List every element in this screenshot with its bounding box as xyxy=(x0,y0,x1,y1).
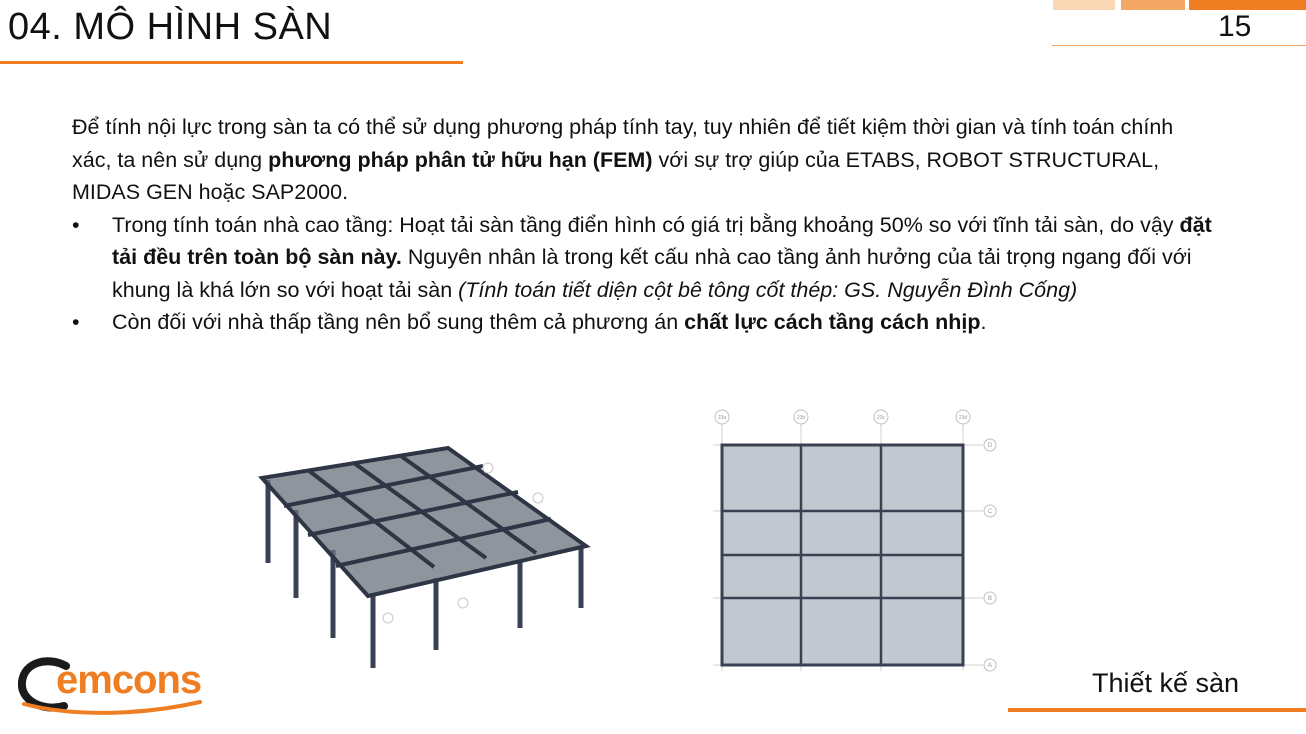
logo-text: emcons xyxy=(56,658,202,702)
intro-bold: phương pháp phân tử hữu hạn (FEM) xyxy=(268,147,653,172)
slide-title: 04. MÔ HÌNH SÀN xyxy=(8,6,333,48)
plan-row-bubbles xyxy=(984,439,996,671)
slab-plan-figure xyxy=(693,405,1006,675)
intro-paragraph xyxy=(72,111,1212,209)
bullet-marker: • xyxy=(72,310,80,334)
bullet-marker: • xyxy=(72,212,80,237)
plan-row-label: C xyxy=(987,509,993,515)
bullet1-italic: (Tính toán tiết diện cột bê tông cốt thép: GS. Nguyễn Đình Cống) xyxy=(458,277,1078,302)
intro-text-2: với sự trợ giúp của ETABS, ROBOT STRUCTURAL, MIDAS GEN hoặc SAP2000. xyxy=(72,147,1160,204)
bullet-text-1 xyxy=(112,209,1212,307)
bullet2-bold: chất lực cách tầng cách nhịp xyxy=(684,310,981,334)
page-number-line xyxy=(1052,45,1306,46)
slab-3d-model-figure xyxy=(248,428,608,678)
header-accent-bar-1 xyxy=(1053,0,1115,10)
bullet1-bold: đặt tải đều trên toàn bộ sàn này. xyxy=(112,212,1212,269)
footer-section-title: Thiết kế sàn xyxy=(1092,668,1240,698)
plan-row-label: A xyxy=(987,663,993,669)
title-underline xyxy=(0,61,463,64)
header-accent-bar-2 xyxy=(1121,0,1185,10)
intro-text-1: Để tính nội lực trong sàn ta có thể sử dụng phương pháp tính tay, tuy nhiên để tiết kiệm thời gian và tính toán chính xác, ta nên sử dụng xyxy=(72,115,1174,172)
plan-row-label: B xyxy=(987,596,993,602)
bullet2-text-2: . xyxy=(980,310,987,334)
plan-column-labels xyxy=(718,415,968,421)
plan-col-label: 23c xyxy=(876,415,886,421)
plan-col-label: 23a xyxy=(717,415,727,421)
plan-column-bubbles xyxy=(715,410,970,424)
plan-col-label: 23b xyxy=(796,415,806,421)
page-number: 15 xyxy=(1218,10,1252,43)
bullet-item-2 xyxy=(72,306,1212,339)
plan-col-label: 23d xyxy=(958,415,968,421)
cemcons-logo xyxy=(18,656,208,716)
bullet-text-2 xyxy=(112,306,1212,339)
plan-row-label: D xyxy=(987,443,993,449)
plan-row-labels xyxy=(988,443,993,669)
body-text xyxy=(72,111,1212,339)
footer-underline xyxy=(1008,708,1306,712)
bullet2-text-1: Còn đối với nhà thấp tầng nên bổ sung thêm cả phương án xyxy=(112,310,685,334)
header-accent-bar-3 xyxy=(1189,0,1306,10)
bullet1-text-1: Trong tính toán nhà cao tầng: Hoạt tải sàn tầng điển hình có giá trị bằng khoảng 50% so với tĩnh tải sàn, do vậy xyxy=(112,212,1180,237)
bullet1-text-2: Nguyên nhân là trong kết cấu nhà cao tầng ảnh hưởng của tải trọng ngang đối với khung là khá lớn so với hoạt tải sàn xyxy=(112,245,1192,302)
bullet-item-1 xyxy=(72,209,1212,307)
